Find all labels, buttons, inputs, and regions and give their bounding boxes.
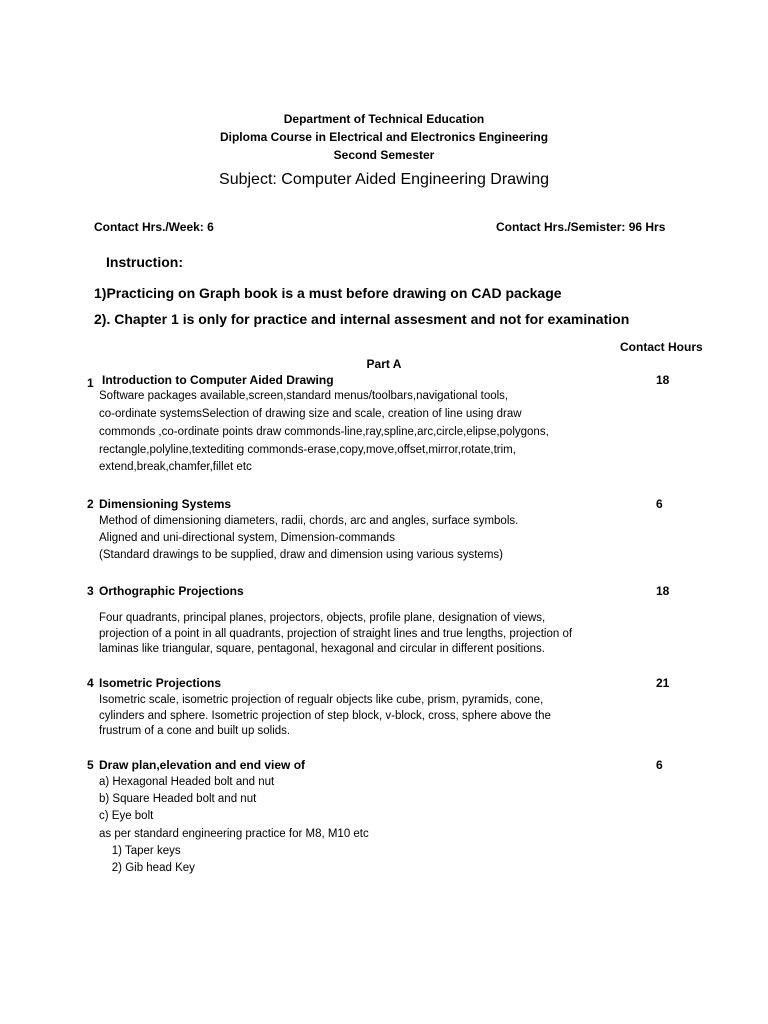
semester-heading: Second Semester [333, 148, 435, 162]
unit-number: 3 [87, 584, 94, 598]
unit-line: commonds ,co-ordinate points draw commonds-line,ray,spline,arc,circle,elipse,polygons, [99, 426, 549, 438]
unit-number: 4 [87, 676, 94, 690]
unit-line: b) Square Headed bolt and nut [99, 793, 257, 805]
unit-line: laminas like triangular, square, pentagonal, hexagonal and circular in different positions. [99, 643, 546, 655]
unit-line: Isometric scale, isometric projection of regualr objects like cube, prism, pyramids, cone, [99, 694, 544, 706]
unit-number: 1 [87, 376, 94, 390]
course-heading: Diploma Course in Electrical and Electronics Engineering [219, 130, 549, 144]
unit-hours: 6 [656, 497, 663, 511]
contact-hours-week: Contact Hrs./Week: 6 [94, 220, 214, 234]
unit-line: Aligned and uni-directional system, Dimension-commands [99, 532, 395, 544]
unit-line: (Standard drawings to be supplied, draw and dimension using various systems) [99, 549, 503, 561]
unit-line: Method of dimensioning diameters, radii, chords, arc and angles, surface symbols. [99, 515, 519, 527]
unit-hours: 6 [656, 758, 663, 772]
unit-number: 5 [87, 758, 94, 772]
unit-title: Introduction to Computer Aided Drawing [102, 373, 334, 387]
department-heading: Department of Technical Education [283, 112, 485, 126]
part-label: Part A [366, 357, 402, 371]
unit-title: Draw plan,elevation and end view of [99, 758, 306, 772]
unit-line: co-ordinate systemsSelection of drawing size and scale, creation of line using draw [99, 408, 522, 420]
unit-hours: 18 [656, 373, 670, 387]
unit-hours: 21 [656, 676, 670, 690]
instruction-item: 1)Practicing on Graph book is a must before drawing on CAD package [94, 285, 562, 301]
unit-title: Dimensioning Systems [99, 497, 232, 511]
unit-line: 1) Taper keys [99, 845, 181, 857]
unit-line: frustrum of a cone and built up solids. [99, 725, 291, 737]
unit-title: Orthographic Projections [99, 584, 244, 598]
unit-line: a) Hexagonal Headed bolt and nut [99, 776, 275, 788]
subject-title: Subject: Computer Aided Engineering Drawing [219, 171, 549, 188]
unit-line: 2) Gib head Key [99, 862, 195, 874]
unit-line: Software packages available,screen,standard menus/toolbars,navigational tools, [99, 390, 509, 402]
unit-line: cylinders and sphere. Isometric projection of step block, v-block, cross, sphere above the [99, 710, 551, 722]
unit-line: as per standard engineering practice for M8, M10 etc [99, 828, 369, 840]
unit-hours: 18 [656, 584, 670, 598]
instruction-item: 2). Chapter 1 is only for practice and internal assesment and not for examination [94, 311, 630, 327]
unit-title: Isometric Projections [99, 676, 222, 690]
instruction-title: Instruction: [106, 254, 183, 270]
unit-line: rectangle,polyline,textediting commonds-erase,copy,move,offset,mirror,rotate,trim, [99, 444, 516, 456]
unit-number: 2 [87, 497, 94, 511]
contact-hours-column-label: Contact Hours [620, 340, 703, 354]
unit-line: extend,break,chamfer,fillet etc [99, 461, 252, 473]
contact-hours-semester: Contact Hrs./Semister: 96 Hrs [496, 220, 666, 234]
unit-line: c) Eye bolt [99, 810, 154, 822]
unit-line: Four quadrants, principal planes, projectors, objects, profile plane, designation of views, [99, 612, 546, 624]
unit-line: projection of a point in all quadrants, projection of straight lines and true lengths, projection of [99, 628, 573, 640]
